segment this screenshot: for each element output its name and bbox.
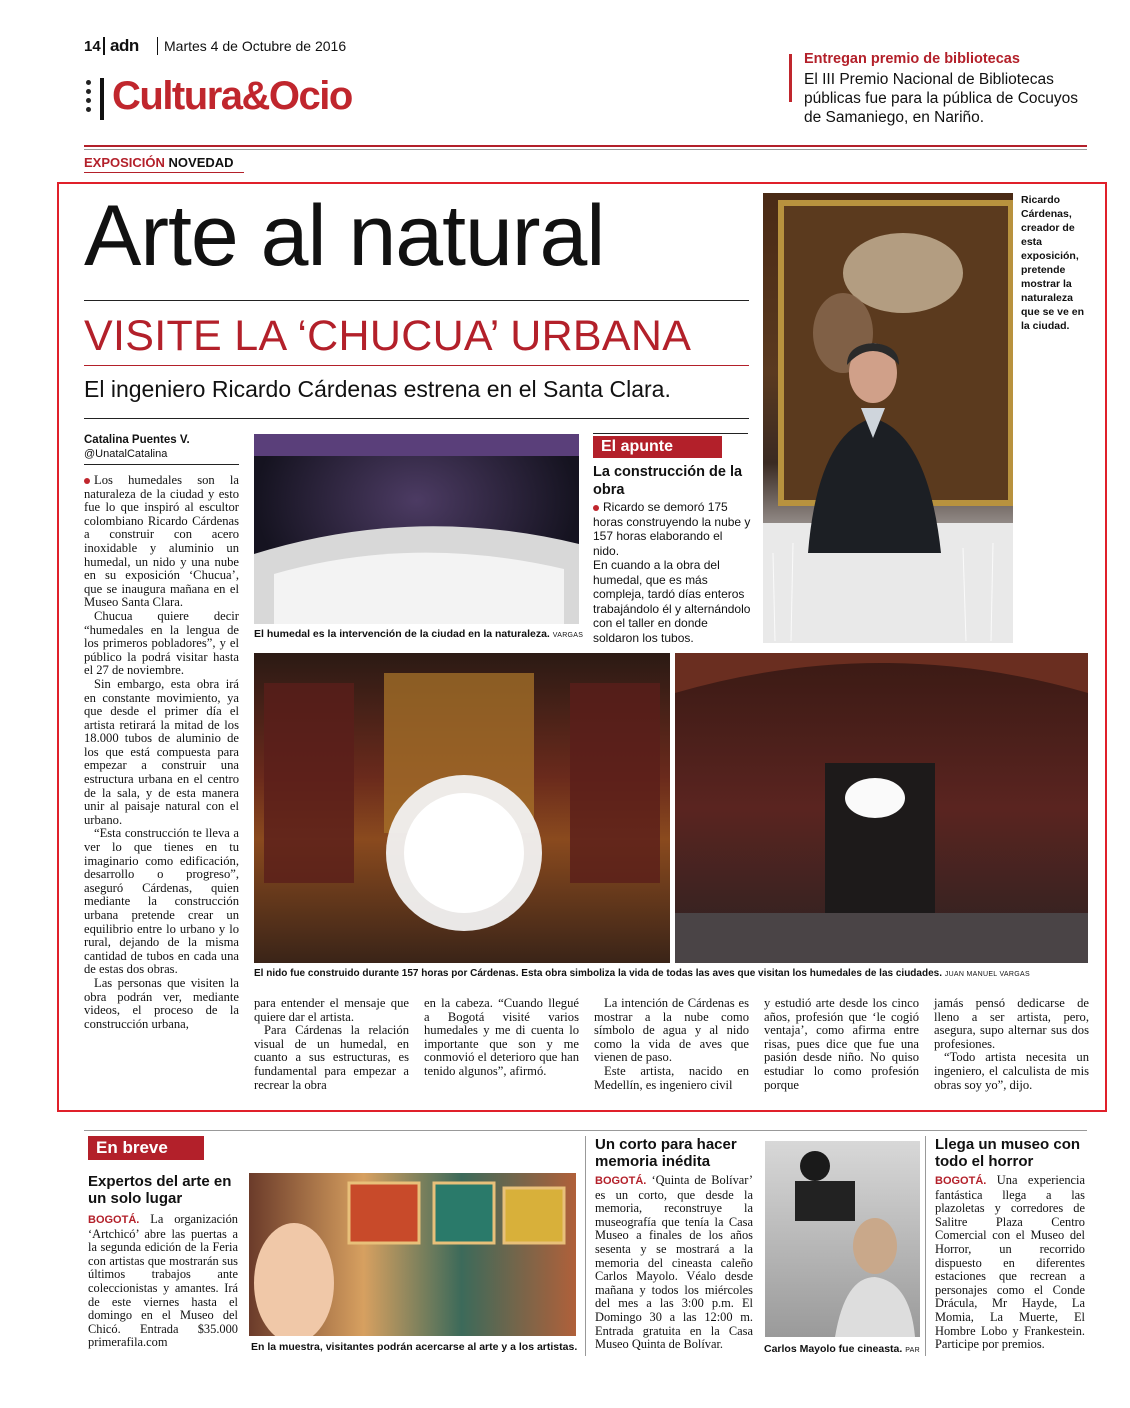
brief-2-caption xyxy=(764,1343,924,1357)
column-3-paragraph: en la cabeza. “Cuando llegué a Bogotá visité varios humedales y me di cuenta lo importante que son y me conmovió el deterioro que han tenido algunos”, afirmó. xyxy=(424,996,579,1078)
subheadline-rule xyxy=(84,365,749,366)
headline-rule xyxy=(84,300,749,301)
brief-1-photo xyxy=(249,1173,576,1336)
humedal-caption-text: El humedal es la intervención de la ciudad en la naturaleza. xyxy=(254,628,550,640)
header-rule-red xyxy=(84,145,1087,147)
deck-rule xyxy=(84,418,749,419)
brief-3-text: Una experiencia fantástica llega a las plazoletas y corredores de Salitre Plaza Centro Comercial con el Museo del Horror, un recorrido dispuesto en diferentes estaciones que recrean a personajes como el Conde Drácula, Mr Hayde, La Momia, La Muerte, El Hombre Lobo y Frankestein. Participe por premios. xyxy=(935,1173,1085,1352)
column-4-paragraph: Este artista, nacido en Medellín, es ingeniero civil xyxy=(594,1063,749,1092)
column-4-paragraph: La intención de Cárdenas es mostrar a la nube como símbolo de agua y al nido como la vida de aves que vienen de paso. xyxy=(594,996,749,1065)
column-1-paragraph: Los humedales son la naturaleza de la ciudad y esto fue lo que inspiró al escultor colombiano Ricardo Cárdenas a construir con acero inoxidable y aluminio un humedal, un nido y una nube en su exposición ‘Chucua’, que se inaugura mañana en el Museo Santa Clara. xyxy=(84,473,239,610)
article-column-6 xyxy=(934,997,1089,1092)
big-credit: JUAN MANUEL VARGAS xyxy=(944,971,1030,978)
apunte-title: La construcción de la obra xyxy=(593,464,743,498)
brief-3-body xyxy=(935,1174,1085,1352)
humedal-photo xyxy=(254,434,579,624)
kicker xyxy=(84,155,234,170)
humedal-illustration xyxy=(254,434,579,624)
portrait-illustration xyxy=(763,193,1013,643)
nest-photo xyxy=(254,653,670,963)
article-column-4 xyxy=(594,997,749,1092)
brief-1-city: BOGOTÁ. xyxy=(88,1214,140,1226)
article-column-3 xyxy=(424,997,579,1079)
briefs-divider-2 xyxy=(925,1136,926,1356)
column-6-paragraph: jamás pensó dedicarse de lleno a ser artista, pero, asegura, supo alternar sus dos profesiones. xyxy=(934,996,1089,1051)
brief-1-title: Expertos del arte en un solo lugar xyxy=(88,1173,232,1207)
cloud-photo xyxy=(675,653,1088,963)
apunte-paragraph-2: En cuando a la obra del humedal, que es más compleja, tardó días enteros trabajándolo él y alternándolo con el taller en donde soldaron los tubos. xyxy=(593,558,751,645)
brief-2-credit: PAR xyxy=(905,1347,920,1354)
brief-2-caption-text: Carlos Mayolo fue cineasta. xyxy=(764,1343,903,1355)
column-1-paragraph: “Esta construcción te lleva a ver lo que tienes en tu imaginario como edificación, desarrollo o progreso”, aseguró Cárdenas, quien mediante la construcción urbana pretende crear un equilibrio entre lo urbano y lo rural, dejando de la misma cantidad de tubos en cada una de estas dos obras. xyxy=(84,826,239,977)
bullet-icon xyxy=(84,478,90,484)
section-title: Cultura&Ocio xyxy=(112,74,352,118)
column-1-paragraph: Sin embargo, esta obra irá en constante movimiento, ya que desde el primer día el artista retirará la mitad de los 18.000 tubos de aluminio de los que está compuesta para empezar a construir una estructura urbana en el centro de la sala, y de esta manera unir al paisaje natural con el urbano. xyxy=(84,676,239,827)
brief-2-illustration xyxy=(765,1141,920,1337)
portrait-caption: Ricardo Cárdenas, creador de esta exposición, pretende mostrar la naturaleza que se ve en la ciudad. xyxy=(1021,194,1085,332)
humedal-caption xyxy=(254,628,584,642)
column-6-paragraph: “Todo artista necesita un ingeniero, el calculista de mis obras soy yo”, dijo. xyxy=(934,1050,1089,1092)
apunte-tag: El apunte xyxy=(593,436,722,458)
kicker-primary: EXPOSICIÓN xyxy=(84,155,165,170)
page-number: 14 xyxy=(84,38,101,55)
apunte-body xyxy=(593,500,751,645)
brief-2-photo xyxy=(765,1141,920,1337)
big-caption-text: El nido fue construido durante 157 horas por Cárdenas. Esta obra simboliza la vida de todas las aves que visitan los humedales de las ciudades. xyxy=(254,968,942,979)
humedal-credit: VARGAS xyxy=(552,632,584,639)
kicker-secondary: NOVEDAD xyxy=(168,155,234,170)
column-1-paragraph: Chucua quiere decir “humedales en la lengua de los primeros pobladores”, y el público la podrá visitar hasta el 27 de noviembre. xyxy=(84,608,239,678)
article-column-2 xyxy=(254,997,409,1092)
column-2-paragraph: para entender el mensaje que quiere dar el artista. xyxy=(254,996,409,1024)
byline-rule xyxy=(84,464,239,465)
article-headline: Arte al natural xyxy=(84,188,605,284)
brief-3-city: BOGOTÁ. xyxy=(935,1175,987,1187)
article-deck: El ingeniero Ricardo Cárdenas estrena en el Santa Clara. xyxy=(84,376,671,402)
teaser-text: El III Premio Nacional de Bibliotecas públicas fue para la pública de Cocuyos de Samaniego, en Nariño. xyxy=(804,71,1079,126)
header-rule-thin xyxy=(84,149,1087,150)
brief-1-body xyxy=(88,1213,238,1350)
apunte-paragraph-1: Ricardo se demoró 175 horas construyendo la nube y 157 horas elaborando el nido. xyxy=(593,500,751,558)
teaser-marker xyxy=(789,54,792,102)
brief-2-city: BOGOTÁ. xyxy=(595,1175,647,1187)
brief-2-title: Un corto para hacer memoria inédita xyxy=(595,1136,737,1170)
paper-logo: adn xyxy=(110,36,139,55)
kicker-underline xyxy=(84,172,244,173)
briefs-rule xyxy=(84,1130,1087,1131)
section-dots xyxy=(86,80,92,122)
page-number-divider xyxy=(103,37,105,55)
bullet-icon xyxy=(593,505,599,511)
masthead-divider xyxy=(157,37,158,55)
brief-3-title: Llega un museo con todo el horror xyxy=(935,1136,1081,1170)
apunte-rule xyxy=(593,433,748,434)
briefs-tag: En breve xyxy=(88,1136,204,1160)
brief-2-body xyxy=(595,1174,753,1352)
brief-1-text: La organización ‘Artchicó’ abre las puertas a la segunda edición de la Feria con artistas que mostrarán sus últimos trabajos ante coleccionistas y amantes. Irá de este viernes hasta el domingo en el Museo del Chicó. Entrada $35.000 primerafila.com xyxy=(88,1212,238,1350)
page-date: Martes 4 de Octubre de 2016 xyxy=(164,38,347,54)
column-2-paragraph: Para Cárdenas la relación visual de un humedal, en cuanto a sus estructuras, es fundamental para empezar a recrear la obra xyxy=(254,1023,409,1092)
teaser-title: Entregan premio de bibliotecas xyxy=(804,51,1020,67)
column-5-paragraph: y estudió arte desde los cinco años, profesión que ‘le cogió ventaja’, como afirma entre risas, pues dice que fue una pasión desde niño. No quiso estudiar lo como profesión porque xyxy=(764,996,919,1092)
nest-illustration xyxy=(254,653,670,963)
brief-2-text: ‘Quinta de Bolívar’ es un corto, que desde la memoria, reconstruye la museografía que tenía la Casa Museo a finales de los años sesenta y se mostrará a la memoria del cineasta caleño Carlos Mayolo. Véalo desde mañana y todos los miércoles del mes a las 3:00 p.m. El Domingo 30 a las 12:00 m. Entrada gratuita en la Casa Museo Quinta de Bolívar. xyxy=(595,1173,753,1352)
byline-handle: @UnatalCatalina xyxy=(84,448,168,460)
big-caption xyxy=(254,967,1094,981)
cloud-illustration xyxy=(675,653,1088,963)
brief-1-caption: En la muestra, visitantes podrán acercarse al arte y a los artistas. xyxy=(251,1341,578,1353)
section-bar xyxy=(100,78,104,120)
byline-name: Catalina Puentes V. xyxy=(84,434,190,446)
article-column-1 xyxy=(84,474,239,1031)
brief-1-illustration xyxy=(249,1173,576,1336)
portrait-photo xyxy=(763,193,1013,643)
article-column-5 xyxy=(764,997,919,1092)
column-1-paragraph: Las personas que visiten la obra podrán ver, mediante videos, el proceso de la construcción urbana, xyxy=(84,975,239,1031)
article-subheadline: VISITE LA ‘CHUCUA’ URBANA xyxy=(84,312,692,360)
briefs-divider-1 xyxy=(585,1136,586,1356)
